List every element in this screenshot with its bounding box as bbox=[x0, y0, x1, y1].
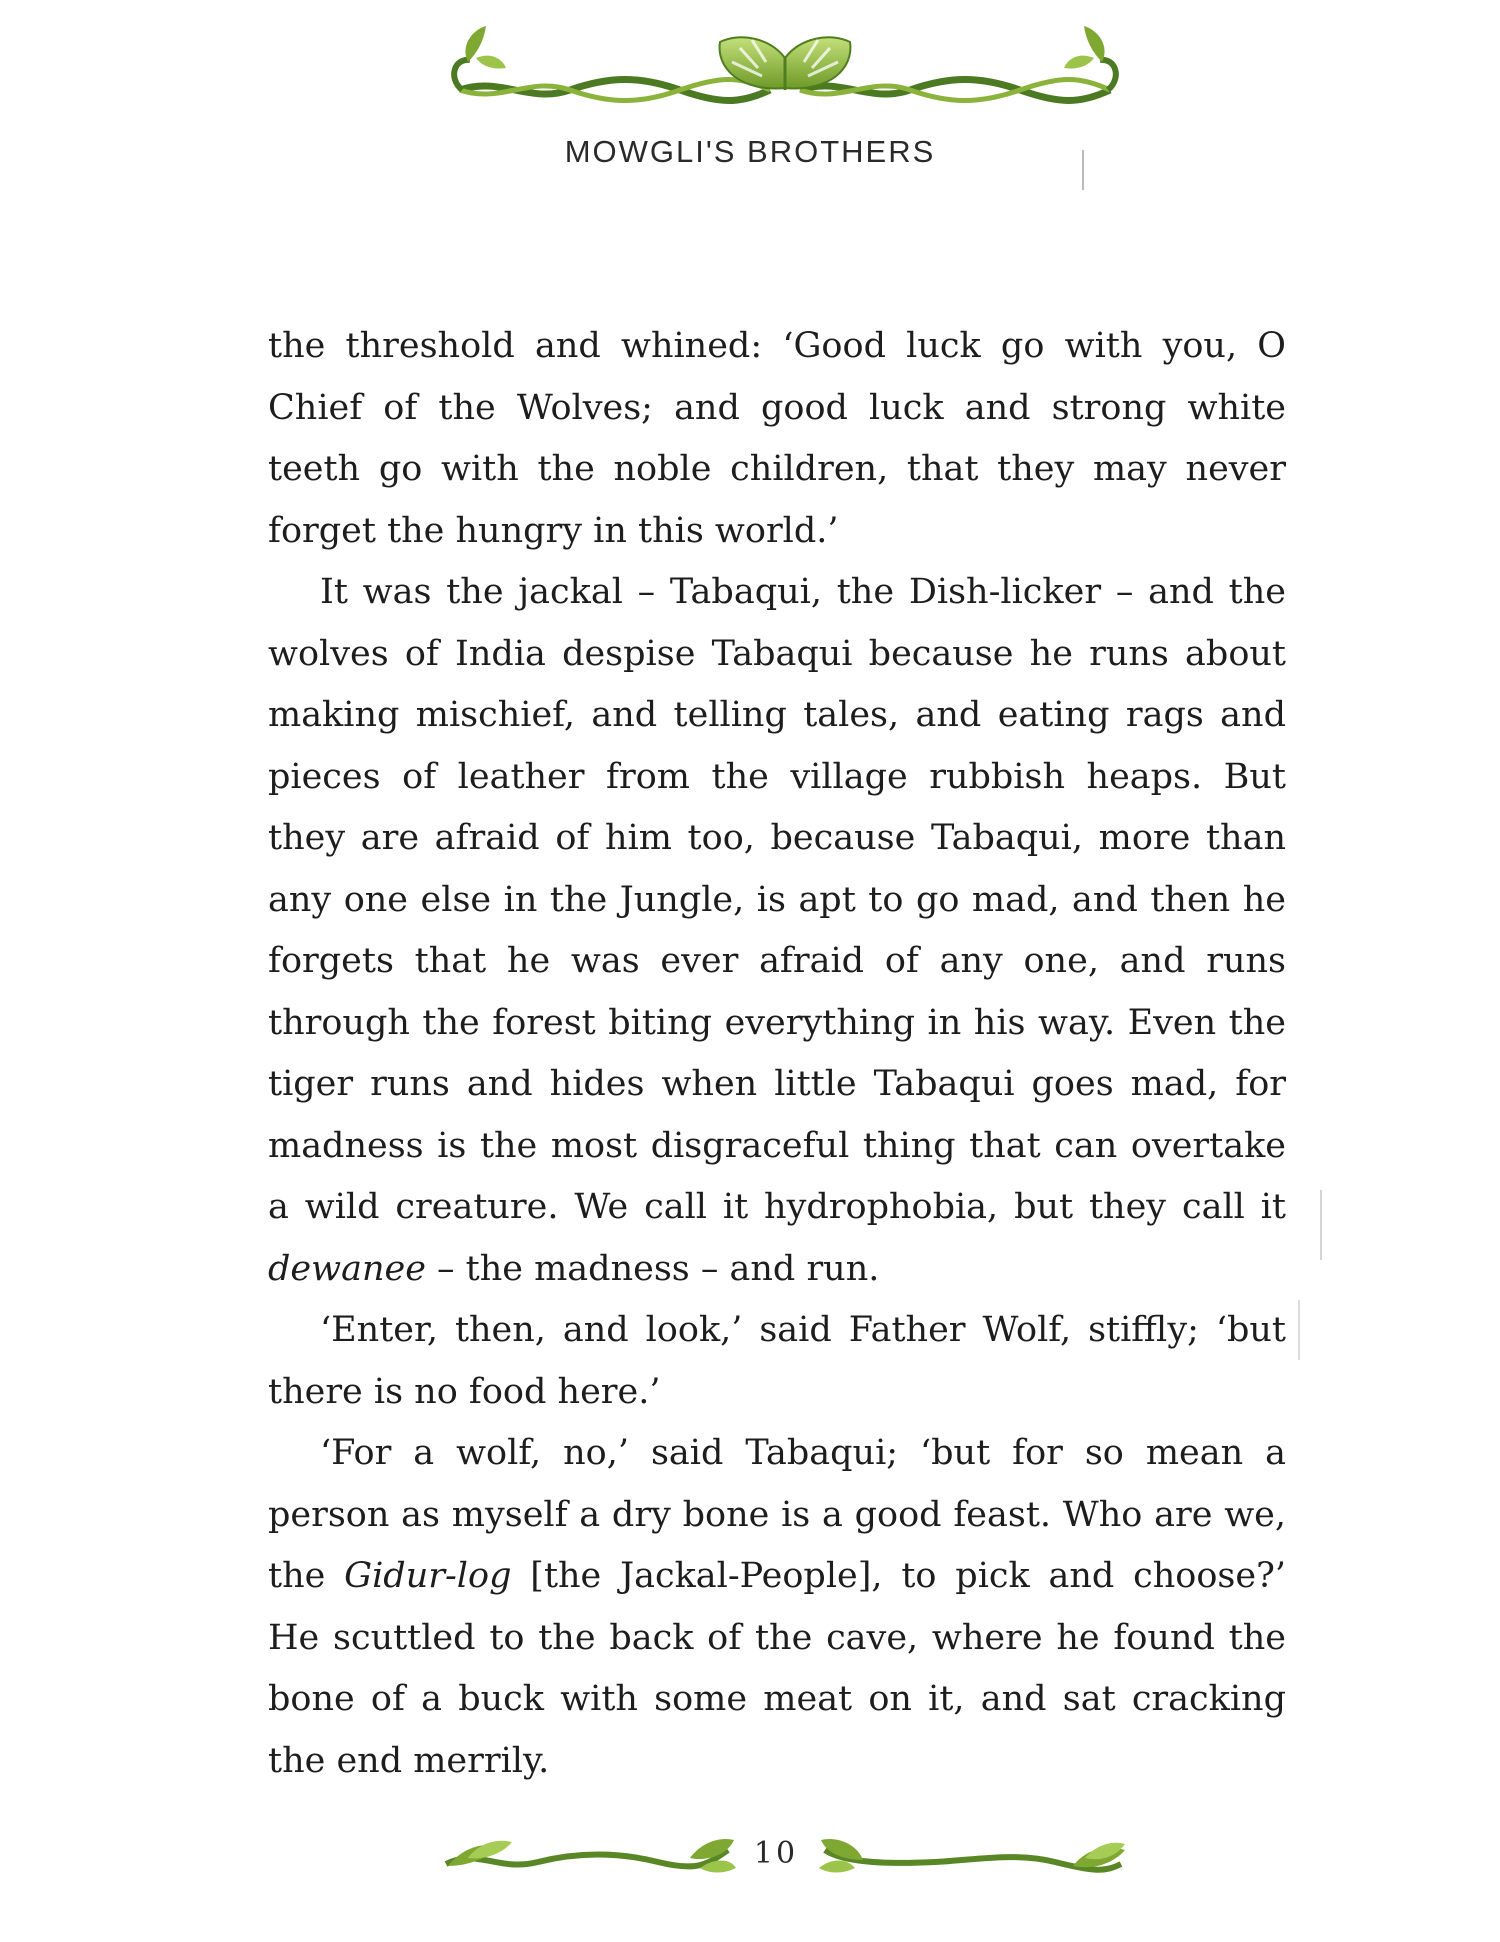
paragraph-1: the threshold and whined: ‘Good luck go with you, O Chief of the Wolves; and good luck and strong white teeth go with the noble children, that they may never forget the hungry in this world.’ bbox=[268, 326, 1286, 551]
paragraph-2 bbox=[268, 562, 1286, 1300]
vine-header-ornament bbox=[440, 18, 1130, 118]
scan-mark bbox=[1082, 150, 1084, 190]
paragraph-2-text: It was the jackal – Tabaqui, the Dish-licker – and the wolves of India despise Tabaqui because he runs about making mischief, and telling tales, and eating rags and pieces of leather from the village rubbish heaps. But they are afraid of him too, because Tabaqui, more than any one else in the Jungle, is apt to go mad, and then he forgets that he was ever afraid of any one, and runs through the forest biting everything in his way. Even the tiger runs and hides when little Tabaqui goes mad, for madness is the most disgraceful thing that can overtake a wild creature. We call it hydrophobia, but they call it bbox=[268, 572, 1286, 1227]
vine-footer-right-ornament bbox=[815, 1828, 1130, 1878]
scan-mark bbox=[1298, 1300, 1300, 1360]
paragraph-4 bbox=[268, 1423, 1286, 1792]
paragraph-3: ‘Enter, then, and look,’ said Father Wolf, stiffly; ‘but there is no food here.’ bbox=[268, 1310, 1286, 1412]
italic-term-dewanee: dewanee bbox=[268, 1248, 426, 1289]
paragraph-4-end: [the Jackal-People], to pick and choose?’ He scuttled to the back of the cave, where he found the bone of a buck with some meat on it, and sat cracking the end merrily. bbox=[268, 1556, 1286, 1781]
body-text bbox=[268, 316, 1286, 1792]
running-head: MOWGLI'S BROTHERS bbox=[564, 134, 936, 169]
italic-term-gidur-log: Gidur-log bbox=[344, 1556, 512, 1596]
page-number: 10 bbox=[753, 1836, 799, 1871]
scan-mark bbox=[1320, 1190, 1322, 1260]
paragraph-4-text: ‘For a wolf, no,’ said Tabaqui; ‘but for so mean a person as myself a dry bone is a good feast. Who are we, the bbox=[268, 1433, 1286, 1596]
paragraph-2-end: – the madness – and run. bbox=[425, 1248, 880, 1289]
vine-footer-left-ornament bbox=[438, 1828, 738, 1878]
